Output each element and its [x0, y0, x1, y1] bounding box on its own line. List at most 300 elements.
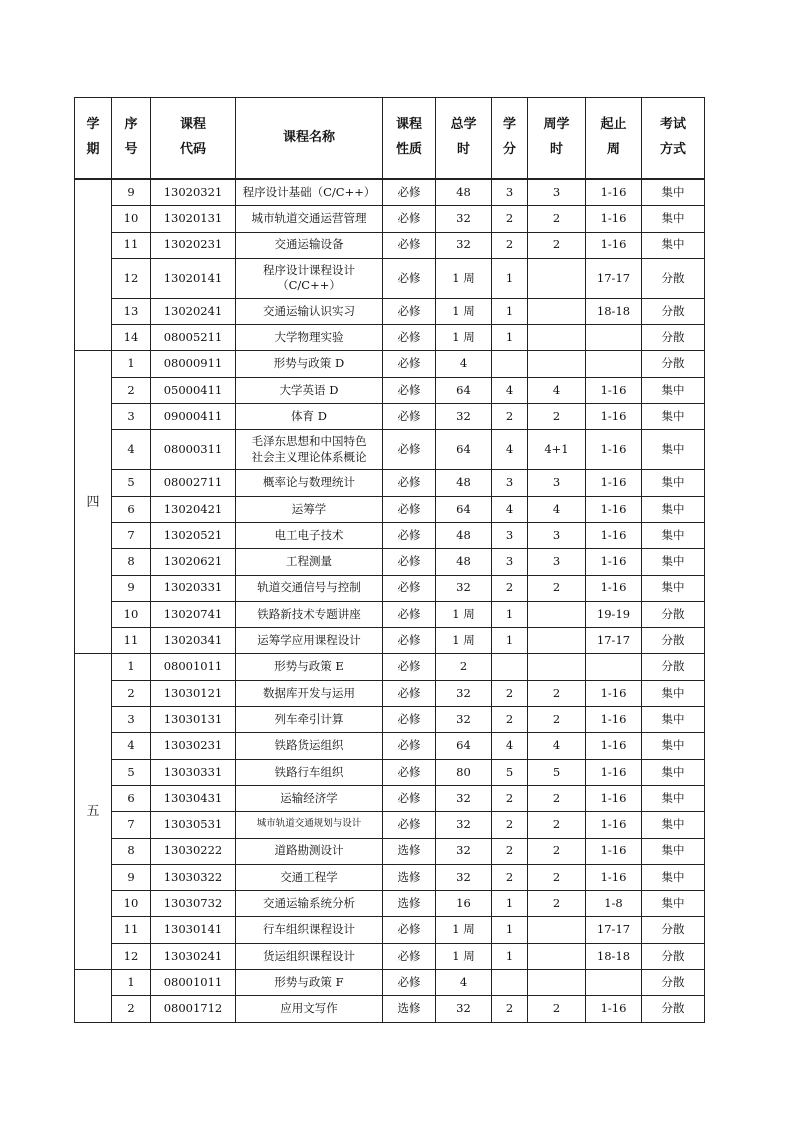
seq-cell: 4 [112, 733, 151, 759]
course-nature-cell: 选修 [383, 891, 436, 917]
course-name-cell: 行车组织课程设计 [236, 917, 383, 943]
course-nature-cell: 必修 [383, 470, 436, 496]
table-row [75, 522, 705, 548]
table-row [75, 601, 705, 627]
weekly-hours-cell [528, 628, 586, 654]
course-nature-cell: 必修 [383, 575, 436, 601]
total-hours-cell: 1 周 [436, 628, 492, 654]
term-cell [75, 179, 112, 351]
weekly-hours-cell: 4 [528, 496, 586, 522]
total-hours-cell: 1 周 [436, 943, 492, 969]
weekly-hours-cell: 2 [528, 707, 586, 733]
credits-cell: 1 [492, 628, 528, 654]
course-code-cell: 13030141 [151, 917, 236, 943]
total-hours-cell: 32 [436, 996, 492, 1022]
exam-method-cell: 分散 [642, 601, 705, 627]
exam-method-cell: 分散 [642, 917, 705, 943]
weeks-cell: 1-16 [586, 996, 642, 1022]
weekly-hours-cell: 3 [528, 179, 586, 206]
credits-cell: 1 [492, 943, 528, 969]
exam-method-cell: 分散 [642, 970, 705, 996]
header-code: 课程 代码 [151, 98, 236, 180]
table-row [75, 733, 705, 759]
weekly-hours-cell: 2 [528, 996, 586, 1022]
header-weeks: 起止 周 [586, 98, 642, 180]
weekly-hours-cell: 5 [528, 759, 586, 785]
total-hours-cell: 32 [436, 404, 492, 430]
term-cell: 四 [75, 351, 112, 654]
seq-cell: 8 [112, 838, 151, 864]
weekly-hours-cell: 2 [528, 891, 586, 917]
weekly-hours-cell: 2 [528, 864, 586, 890]
course-nature-cell: 必修 [383, 812, 436, 838]
exam-method-cell: 集中 [642, 377, 705, 403]
course-name-cell: 毛泽东思想和中国特色 社会主义理论体系概论 [236, 430, 383, 470]
credits-cell: 2 [492, 785, 528, 811]
exam-method-cell: 分散 [642, 943, 705, 969]
weekly-hours-cell [528, 917, 586, 943]
weeks-cell: 1-16 [586, 496, 642, 522]
course-name-cell: 交通运输设备 [236, 232, 383, 258]
credits-cell: 1 [492, 298, 528, 324]
total-hours-cell: 32 [436, 206, 492, 232]
weeks-cell: 1-16 [586, 812, 642, 838]
course-name-cell: 铁路行车组织 [236, 759, 383, 785]
seq-cell: 1 [112, 970, 151, 996]
exam-method-cell: 集中 [642, 812, 705, 838]
course-code-cell: 13020421 [151, 496, 236, 522]
weeks-cell: 1-16 [586, 575, 642, 601]
exam-method-cell: 集中 [642, 864, 705, 890]
total-hours-cell: 32 [436, 812, 492, 838]
table-row [75, 298, 705, 324]
header-term: 学 期 [75, 98, 112, 180]
course-nature-cell: 必修 [383, 707, 436, 733]
credits-cell: 1 [492, 601, 528, 627]
weekly-hours-cell [528, 298, 586, 324]
seq-cell: 5 [112, 759, 151, 785]
course-name-cell: 交通运输系统分析 [236, 891, 383, 917]
total-hours-cell: 32 [436, 838, 492, 864]
exam-method-cell: 集中 [642, 549, 705, 575]
course-name-cell: 程序设计课程设计 （C/C++） [236, 258, 383, 298]
course-name-cell: 大学英语 D [236, 377, 383, 403]
weekly-hours-cell [528, 654, 586, 680]
table-row [75, 707, 705, 733]
course-code-cell: 13020131 [151, 206, 236, 232]
header-nature: 课程 性质 [383, 98, 436, 180]
seq-cell: 11 [112, 232, 151, 258]
table-row [75, 785, 705, 811]
course-nature-cell: 必修 [383, 549, 436, 575]
seq-cell: 3 [112, 707, 151, 733]
weeks-cell: 1-16 [586, 179, 642, 206]
exam-method-cell: 集中 [642, 232, 705, 258]
table-row [75, 891, 705, 917]
course-schedule-table [74, 97, 705, 1023]
weeks-cell [586, 970, 642, 996]
seq-cell: 9 [112, 179, 151, 206]
seq-cell: 3 [112, 404, 151, 430]
exam-method-cell: 集中 [642, 430, 705, 470]
exam-method-cell: 集中 [642, 522, 705, 548]
credits-cell: 1 [492, 325, 528, 351]
table-row [75, 917, 705, 943]
weeks-cell [586, 351, 642, 377]
course-name-cell: 列车牵引计算 [236, 707, 383, 733]
total-hours-cell: 80 [436, 759, 492, 785]
course-code-cell: 13030732 [151, 891, 236, 917]
weeks-cell: 1-16 [586, 232, 642, 258]
seq-cell: 6 [112, 785, 151, 811]
course-nature-cell: 选修 [383, 838, 436, 864]
course-name-cell: 城市轨道交通运营管理 [236, 206, 383, 232]
weekly-hours-cell [528, 943, 586, 969]
course-nature-cell: 必修 [383, 522, 436, 548]
seq-cell: 8 [112, 549, 151, 575]
total-hours-cell: 32 [436, 785, 492, 811]
total-hours-cell: 16 [436, 891, 492, 917]
course-name-cell: 运输经济学 [236, 785, 383, 811]
header-weekly-hours: 周学 时 [528, 98, 586, 180]
seq-cell: 5 [112, 470, 151, 496]
course-nature-cell: 必修 [383, 759, 436, 785]
credits-cell: 4 [492, 733, 528, 759]
credits-cell: 2 [492, 575, 528, 601]
exam-method-cell: 集中 [642, 838, 705, 864]
credits-cell: 2 [492, 812, 528, 838]
total-hours-cell: 32 [436, 680, 492, 706]
exam-method-cell: 集中 [642, 891, 705, 917]
seq-cell: 10 [112, 601, 151, 627]
course-code-cell: 08000911 [151, 351, 236, 377]
weekly-hours-cell [528, 325, 586, 351]
credits-cell: 3 [492, 179, 528, 206]
credits-cell: 1 [492, 258, 528, 298]
weeks-cell: 1-16 [586, 838, 642, 864]
table-row [75, 206, 705, 232]
table-row [75, 351, 705, 377]
course-nature-cell: 选修 [383, 864, 436, 890]
seq-cell: 11 [112, 917, 151, 943]
table-body [75, 179, 705, 1022]
weeks-cell: 18-18 [586, 298, 642, 324]
seq-cell: 9 [112, 575, 151, 601]
exam-method-cell: 集中 [642, 206, 705, 232]
header-exam: 考试 方式 [642, 98, 705, 180]
course-nature-cell: 必修 [383, 917, 436, 943]
total-hours-cell: 4 [436, 970, 492, 996]
course-name-cell: 铁路新技术专题讲座 [236, 601, 383, 627]
exam-method-cell: 集中 [642, 680, 705, 706]
credits-cell: 2 [492, 232, 528, 258]
course-nature-cell: 必修 [383, 733, 436, 759]
credits-cell: 4 [492, 430, 528, 470]
weeks-cell: 17-17 [586, 258, 642, 298]
weekly-hours-cell: 2 [528, 785, 586, 811]
table-row [75, 628, 705, 654]
weekly-hours-cell [528, 258, 586, 298]
course-nature-cell: 必修 [383, 179, 436, 206]
credits-cell: 4 [492, 496, 528, 522]
course-nature-cell: 必修 [383, 351, 436, 377]
course-code-cell: 13020741 [151, 601, 236, 627]
total-hours-cell: 1 周 [436, 258, 492, 298]
weeks-cell: 1-16 [586, 522, 642, 548]
exam-method-cell: 分散 [642, 258, 705, 298]
course-code-cell: 08001011 [151, 654, 236, 680]
seq-cell: 13 [112, 298, 151, 324]
total-hours-cell: 2 [436, 654, 492, 680]
course-code-cell: 13020141 [151, 258, 236, 298]
course-code-cell: 13030331 [151, 759, 236, 785]
course-nature-cell: 必修 [383, 325, 436, 351]
weeks-cell: 17-17 [586, 628, 642, 654]
course-name-cell: 交通运输认识实习 [236, 298, 383, 324]
table-row [75, 654, 705, 680]
course-name-cell: 运筹学应用课程设计 [236, 628, 383, 654]
credits-cell [492, 970, 528, 996]
course-code-cell: 13030531 [151, 812, 236, 838]
table-row [75, 179, 705, 206]
seq-cell: 2 [112, 680, 151, 706]
credits-cell: 2 [492, 707, 528, 733]
exam-method-cell: 分散 [642, 298, 705, 324]
total-hours-cell: 48 [436, 522, 492, 548]
credits-cell: 1 [492, 891, 528, 917]
weeks-cell: 1-8 [586, 891, 642, 917]
table-row [75, 549, 705, 575]
credits-cell: 2 [492, 404, 528, 430]
seq-cell: 1 [112, 351, 151, 377]
weekly-hours-cell: 3 [528, 549, 586, 575]
total-hours-cell: 32 [436, 575, 492, 601]
term-cell: 五 [75, 654, 112, 970]
course-name-cell: 形势与政策 D [236, 351, 383, 377]
credits-cell: 2 [492, 996, 528, 1022]
header-total-hours: 总学 时 [436, 98, 492, 180]
exam-method-cell: 分散 [642, 996, 705, 1022]
exam-method-cell: 分散 [642, 325, 705, 351]
exam-method-cell: 集中 [642, 404, 705, 430]
exam-method-cell: 集中 [642, 575, 705, 601]
weekly-hours-cell: 2 [528, 404, 586, 430]
seq-cell: 12 [112, 943, 151, 969]
course-nature-cell: 必修 [383, 298, 436, 324]
total-hours-cell: 64 [436, 377, 492, 403]
weeks-cell: 1-16 [586, 549, 642, 575]
course-nature-cell: 必修 [383, 785, 436, 811]
course-code-cell: 13020341 [151, 628, 236, 654]
weekly-hours-cell [528, 970, 586, 996]
course-nature-cell: 必修 [383, 680, 436, 706]
credits-cell: 1 [492, 917, 528, 943]
course-code-cell: 08005211 [151, 325, 236, 351]
course-nature-cell: 必修 [383, 206, 436, 232]
weekly-hours-cell: 2 [528, 206, 586, 232]
table-row [75, 759, 705, 785]
course-nature-cell: 必修 [383, 496, 436, 522]
weeks-cell: 1-16 [586, 470, 642, 496]
course-nature-cell: 必修 [383, 970, 436, 996]
course-code-cell: 13030322 [151, 864, 236, 890]
weeks-cell: 1-16 [586, 707, 642, 733]
total-hours-cell: 1 周 [436, 917, 492, 943]
credits-cell: 2 [492, 206, 528, 232]
credits-cell: 2 [492, 864, 528, 890]
total-hours-cell: 32 [436, 232, 492, 258]
weekly-hours-cell: 2 [528, 838, 586, 864]
total-hours-cell: 64 [436, 733, 492, 759]
exam-method-cell: 集中 [642, 496, 705, 522]
course-code-cell: 13020241 [151, 298, 236, 324]
seq-cell: 6 [112, 496, 151, 522]
table-row [75, 470, 705, 496]
course-nature-cell: 必修 [383, 377, 436, 403]
weekly-hours-cell [528, 601, 586, 627]
course-name-cell: 体育 D [236, 404, 383, 430]
total-hours-cell: 1 周 [436, 298, 492, 324]
header-seq: 序 号 [112, 98, 151, 180]
course-code-cell: 13020331 [151, 575, 236, 601]
credits-cell [492, 654, 528, 680]
table-row [75, 232, 705, 258]
weeks-cell: 1-16 [586, 733, 642, 759]
weekly-hours-cell: 2 [528, 812, 586, 838]
seq-cell: 11 [112, 628, 151, 654]
seq-cell: 10 [112, 206, 151, 232]
course-code-cell: 08001712 [151, 996, 236, 1022]
table-row [75, 996, 705, 1022]
exam-method-cell: 分散 [642, 654, 705, 680]
course-name-cell: 道路勘测设计 [236, 838, 383, 864]
weekly-hours-cell [528, 351, 586, 377]
course-code-cell: 13030222 [151, 838, 236, 864]
course-code-cell: 08001011 [151, 970, 236, 996]
weekly-hours-cell: 4+1 [528, 430, 586, 470]
seq-cell: 7 [112, 812, 151, 838]
course-name-cell: 大学物理实验 [236, 325, 383, 351]
course-name-cell: 轨道交通信号与控制 [236, 575, 383, 601]
total-hours-cell: 4 [436, 351, 492, 377]
credits-cell: 3 [492, 549, 528, 575]
total-hours-cell: 48 [436, 549, 492, 575]
seq-cell: 2 [112, 996, 151, 1022]
total-hours-cell: 32 [436, 707, 492, 733]
weekly-hours-cell: 2 [528, 232, 586, 258]
weeks-cell: 1-16 [586, 759, 642, 785]
course-nature-cell: 必修 [383, 404, 436, 430]
course-code-cell: 13020321 [151, 179, 236, 206]
course-name-cell: 城市轨道交通规划与设计 [236, 812, 383, 838]
course-name-cell: 工程测量 [236, 549, 383, 575]
course-name-cell: 铁路货运组织 [236, 733, 383, 759]
weekly-hours-cell: 3 [528, 470, 586, 496]
weeks-cell: 1-16 [586, 785, 642, 811]
total-hours-cell: 32 [436, 864, 492, 890]
course-name-cell: 数据库开发与运用 [236, 680, 383, 706]
seq-cell: 4 [112, 430, 151, 470]
credits-cell [492, 351, 528, 377]
weeks-cell: 1-16 [586, 680, 642, 706]
seq-cell: 1 [112, 654, 151, 680]
course-nature-cell: 必修 [383, 258, 436, 298]
exam-method-cell: 集中 [642, 785, 705, 811]
weeks-cell: 1-16 [586, 377, 642, 403]
term-cell [75, 970, 112, 1023]
table-row [75, 575, 705, 601]
total-hours-cell: 48 [436, 470, 492, 496]
total-hours-cell: 1 周 [436, 601, 492, 627]
course-code-cell: 13030131 [151, 707, 236, 733]
weeks-cell [586, 654, 642, 680]
course-code-cell: 09000411 [151, 404, 236, 430]
weeks-cell: 18-18 [586, 943, 642, 969]
table-row [75, 430, 705, 470]
total-hours-cell: 64 [436, 430, 492, 470]
exam-method-cell: 集中 [642, 707, 705, 733]
table-row [75, 258, 705, 298]
course-nature-cell: 必修 [383, 628, 436, 654]
header-row [75, 98, 705, 180]
seq-cell: 7 [112, 522, 151, 548]
course-name-cell: 概率论与数理统计 [236, 470, 383, 496]
exam-method-cell: 集中 [642, 179, 705, 206]
course-code-cell: 13030231 [151, 733, 236, 759]
table-row [75, 496, 705, 522]
course-nature-cell: 必修 [383, 943, 436, 969]
course-name-cell: 形势与政策 E [236, 654, 383, 680]
course-name-cell: 应用文写作 [236, 996, 383, 1022]
course-nature-cell: 必修 [383, 654, 436, 680]
weekly-hours-cell: 4 [528, 377, 586, 403]
exam-method-cell: 集中 [642, 470, 705, 496]
table-row [75, 812, 705, 838]
course-code-cell: 08002711 [151, 470, 236, 496]
weekly-hours-cell: 2 [528, 575, 586, 601]
weekly-hours-cell: 4 [528, 733, 586, 759]
table-row [75, 943, 705, 969]
header-name: 课程名称 [236, 98, 383, 180]
course-nature-cell: 必修 [383, 430, 436, 470]
course-name-cell: 交通工程学 [236, 864, 383, 890]
exam-method-cell: 分散 [642, 628, 705, 654]
table-row [75, 377, 705, 403]
weeks-cell: 17-17 [586, 917, 642, 943]
course-nature-cell: 必修 [383, 232, 436, 258]
weeks-cell [586, 325, 642, 351]
credits-cell: 4 [492, 377, 528, 403]
credits-cell: 3 [492, 522, 528, 548]
table-row [75, 970, 705, 996]
course-code-cell: 13020621 [151, 549, 236, 575]
weeks-cell: 1-16 [586, 430, 642, 470]
table-row [75, 864, 705, 890]
course-name-cell: 货运组织课程设计 [236, 943, 383, 969]
credits-cell: 2 [492, 680, 528, 706]
table-row [75, 325, 705, 351]
seq-cell: 2 [112, 377, 151, 403]
course-name-cell: 程序设计基础（C/C++） [236, 179, 383, 206]
course-code-cell: 13030241 [151, 943, 236, 969]
seq-cell: 12 [112, 258, 151, 298]
credits-cell: 3 [492, 470, 528, 496]
weeks-cell: 1-16 [586, 864, 642, 890]
credits-cell: 5 [492, 759, 528, 785]
exam-method-cell: 集中 [642, 759, 705, 785]
seq-cell: 14 [112, 325, 151, 351]
header-credits: 学 分 [492, 98, 528, 180]
